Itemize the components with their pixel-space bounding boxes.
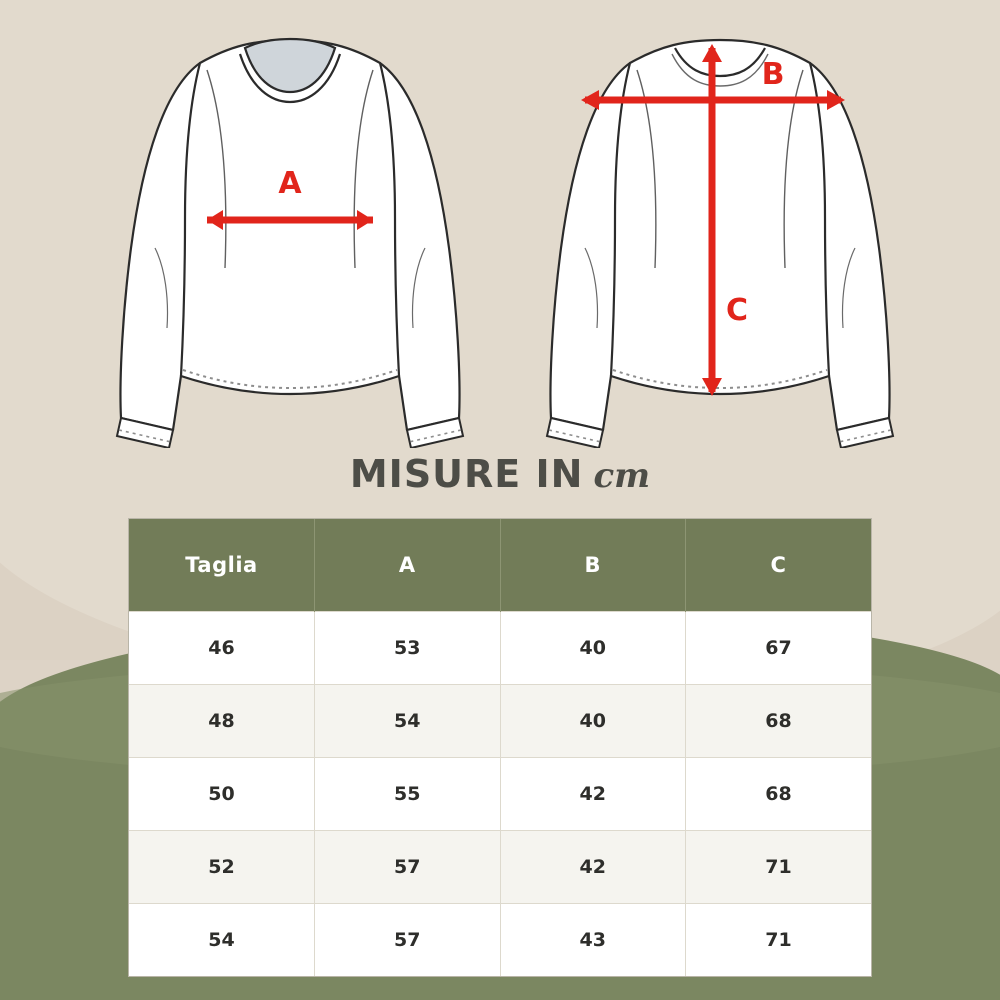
cell-size: 50 bbox=[129, 758, 315, 831]
cell-b: 42 bbox=[500, 758, 686, 831]
table-header-taglia: Taglia bbox=[129, 519, 315, 612]
cell-size: 52 bbox=[129, 831, 315, 904]
table-header-b: B bbox=[500, 519, 686, 612]
cell-c: 68 bbox=[686, 685, 872, 758]
table-row bbox=[129, 831, 871, 904]
measure-label-b: B bbox=[761, 57, 785, 92]
size-table-container bbox=[128, 518, 872, 977]
table-header-row bbox=[129, 519, 871, 612]
cell-b: 43 bbox=[500, 904, 686, 977]
table-header-a: A bbox=[315, 519, 501, 612]
table-row bbox=[129, 612, 871, 685]
back-shirt-illustration bbox=[525, 18, 915, 452]
cell-a: 53 bbox=[315, 612, 501, 685]
title-unit: cm bbox=[593, 456, 651, 496]
cell-b: 40 bbox=[500, 685, 686, 758]
cell-c: 71 bbox=[686, 904, 872, 977]
cell-a: 57 bbox=[315, 831, 501, 904]
garment-illustrations bbox=[0, 18, 1000, 448]
cell-a: 55 bbox=[315, 758, 501, 831]
chart-title bbox=[0, 452, 1000, 496]
table-row bbox=[129, 685, 871, 758]
cell-c: 71 bbox=[686, 831, 872, 904]
table-row bbox=[129, 758, 871, 831]
table-header-c: C bbox=[686, 519, 872, 612]
measure-label-c: C bbox=[725, 293, 749, 328]
title-text: MISURE IN bbox=[349, 452, 584, 496]
cell-size: 54 bbox=[129, 904, 315, 977]
cell-size: 48 bbox=[129, 685, 315, 758]
table-row bbox=[129, 904, 871, 977]
front-shirt-illustration bbox=[95, 18, 485, 452]
cell-a: 57 bbox=[315, 904, 501, 977]
cell-c: 67 bbox=[686, 612, 872, 685]
cell-b: 40 bbox=[500, 612, 686, 685]
cell-c: 68 bbox=[686, 758, 872, 831]
measure-label-a: A bbox=[278, 166, 302, 201]
cell-a: 54 bbox=[315, 685, 501, 758]
size-table bbox=[129, 519, 871, 976]
cell-b: 42 bbox=[500, 831, 686, 904]
cell-size: 46 bbox=[129, 612, 315, 685]
